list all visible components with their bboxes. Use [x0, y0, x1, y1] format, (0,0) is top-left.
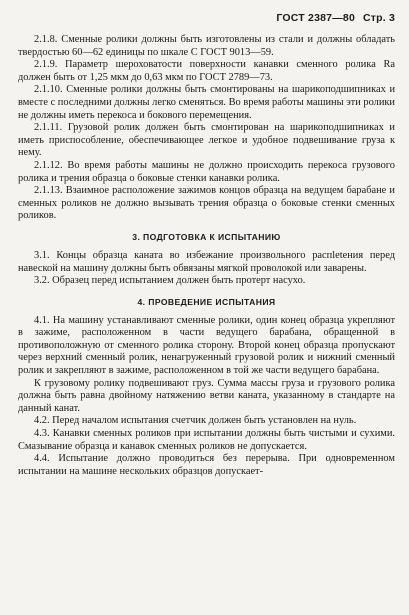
page-header: [18, 12, 395, 34]
document-body: [18, 34, 395, 478]
page-number: Стр. 3: [362, 12, 395, 24]
paragraph: К грузовому ролику подвешивают груз. Сумма массы груза и грузового ролика должна быть равна двойному натяжению ветви каната, указанному в стандарте на данный канат.: [18, 377, 395, 414]
section-heading: 4. ПРОВЕДЕНИЕ ИСПЫТАНИЯ: [137, 296, 276, 307]
paragraph: 2.1.9. Параметр шероховатости поверхности канавки сменного ролика Ra должен быть от 1,25 мкм до 0,63 мкм по ГОСТ 2789—73.: [18, 59, 395, 83]
paragraph: 4.3. Канавки сменных роликов при испытании должны быть чистыми и сухими. Смазывание образца и канавок сменных роликов не допускается.: [18, 428, 395, 452]
paragraph: 3.2. Образец перед испытанием должен быть протерт насухо.: [34, 275, 306, 287]
paragraph: 2.1.8. Сменные ролики должны быть изготовлены из стали и должны обладать твердостью 60—62 единицы по шкале С ГОСТ 9013—59.: [18, 34, 395, 58]
paragraph: 2.1.10. Сменные ролики должны быть смонтированы на шарикоподшипниках и вместе с последними должны легко сменяться. Во время работы машины эти ролики не должны иметь перекоса и бокового перемещения.: [18, 84, 395, 121]
paragraph: 2.1.13. Взаимное расположение зажимов концов образца на ведущем барабане и сменных роликов не должно вызывать трения образца о боковые стенки сменных роликов.: [18, 185, 395, 222]
standard-number: ГОСТ 2387—80: [276, 12, 355, 24]
paragraph: 4.2. Перед началом испытания счетчик должен быть установлен на нуль.: [34, 415, 357, 427]
paragraph: 2.1.11. Грузовой ролик должен быть смонтирован на шарикоподшипниках и иметь приспособление, обеспечивающее легкое и удобное подвешивание груза к нему.: [18, 122, 395, 159]
paragraph: 3.1. Концы образца каната во избежание произвольного распletения перед навеской на машину должны быть обвязаны мягкой проволокой или заварены.: [18, 249, 395, 274]
section-heading: 3. ПОДГОТОВКА К ИСПЫТАНИЮ: [132, 231, 281, 242]
paragraph: 4.4. Испытание должно проводиться без перерыва. При одновременном испытании на машине нескольких образцов допускает-: [18, 453, 395, 477]
paragraph: 4.1. На машину устанавливают сменные ролики, один конец образца укрепляют в зажиме, расположенном в части ведущего барабана, обращенной в противоположную от сменного ролика сторону. Второй конец образца пропускают через верхний сменный ролик, ненагруженный грузовой ролик и нижний сменный ролик и закрепляют в зажиме, расположенном в той же части ведущего барабана.: [18, 314, 395, 377]
paragraph: 2.1.12. Во время работы машины не должно происходить перекоса грузового ролика и трения образца о боковые стенки канавки ролика.: [18, 159, 395, 184]
